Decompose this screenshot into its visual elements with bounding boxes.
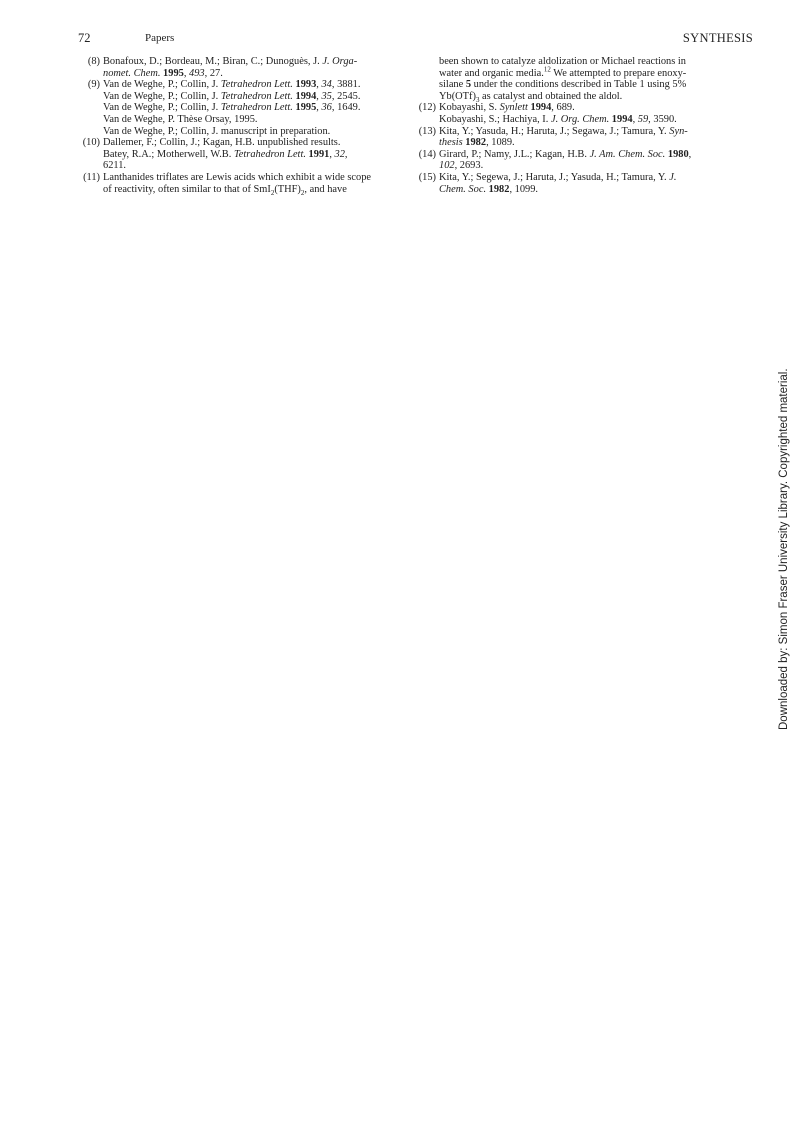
reference-number: (9): [87, 79, 100, 91]
download-watermark: Downloaded by: Simon Fraser University Library. Copyrighted material.: [778, 368, 790, 730]
reference-number: (12): [418, 102, 436, 114]
reference-9: (9) Van de Weghe, P.; Collin, J. Tetrahedron Lett. 1993, 34, 3881. Van de Weghe, P.; Collin, J. Tetrahedron Lett. 1994, 35, 2545. Van de Weghe, P.; Collin, J. Tetrahedron Lett. 1995, 36, 1649. Van de Weghe, P. Thèse Orsay, 1995. Van de Weghe, P.; Collin, J. manuscript in preparation.: [78, 79, 402, 137]
reference-10: (10) Dallemer, F.; Collin, J.; Kagan, H.B. unpublished results. Batey, R.A.; Motherwell, W.B. Tetrahedron Lett. 1991, 32, 6211.: [78, 137, 402, 172]
references-right-column: [414, 56, 742, 195]
reference-number: (14): [418, 148, 436, 160]
reference-11-continued: been shown to catalyze aldolization or Michael reactions in water and organic media.$^{12}$ We attempted to prepare enoxy- silane 5 under the conditions described in Table 1 using 5% $Yb(OTf)_3$ as catalyst and obtained the aldol.: [439, 56, 687, 104]
reference-number: (13): [418, 125, 436, 137]
reference-number: (11): [83, 171, 100, 183]
reference-number: (10): [82, 137, 100, 149]
journal-name: SYNTHESIS: [682, 31, 753, 45]
reference-number: (15): [418, 171, 436, 183]
section-title: Papers: [145, 32, 175, 44]
references-left-column: [78, 56, 402, 195]
page-header: [0, 31, 793, 47]
reference-8: (8) Bonafoux, D.; Bordeau, M.; Biran, C.; Dunoguès, J. J. Orga- nomet. Chem. 1995, 493, 27.: [78, 56, 402, 79]
reference-13: (13) Kita, Y.; Yasuda, H.; Haruta, J.; Segawa, J.; Tamura, Y. Syn- thesis 1982, 1089.: [414, 126, 742, 149]
reference-15: (15) Kita, Y.; Segewa, J.; Haruta, J.; Yasuda, H.; Tamura, Y. J. Chem. Soc. 1982, 1099.: [414, 172, 742, 195]
reference-12: (12) Kobayashi, S. Synlett 1994, 689. Kobayashi, S.; Hachiya, I. J. Org. Chem. 1994, 59, 3590.: [414, 102, 742, 125]
reference-14: (14) Girard, P.; Namy, J.L.; Kagan, H.B. J. Am. Chem. Soc. 1980, 102, 2693.: [414, 149, 742, 172]
reference-number: (8): [87, 56, 100, 67]
reference-11: (11) Lanthanides triflates are Lewis acids which exhibit a wide scope of reactivity, often similar to that of $SmI_2(THF)_2$, and have: [78, 172, 402, 195]
page-number: 72: [78, 31, 91, 45]
